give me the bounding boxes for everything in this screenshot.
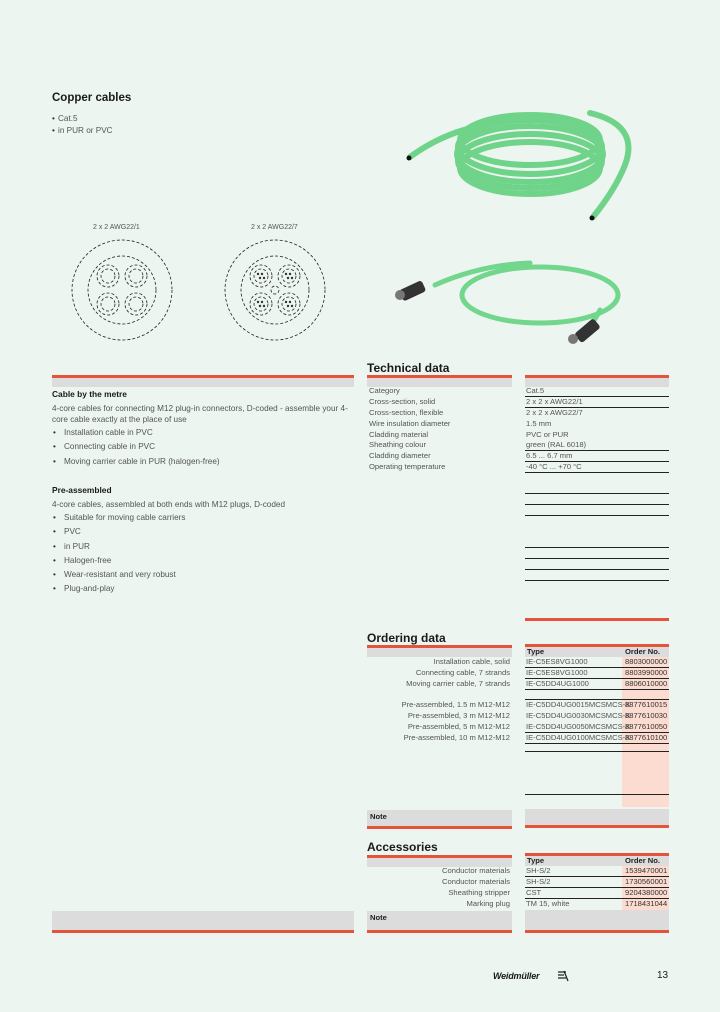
cable-cross-section-solid-diagram xyxy=(62,236,182,346)
section-title-copper-cables: Copper cables xyxy=(52,92,132,104)
tech-value: Cat.5 xyxy=(525,386,669,397)
ordering-row[interactable]: IE-C5ES8VG1000 8803990000 xyxy=(526,668,668,677)
accessories-labels xyxy=(367,866,510,910)
intro-bullet: • Cat.5 xyxy=(52,113,113,125)
ordering-data-label-bar xyxy=(367,645,512,657)
pre-assembled-title: Pre-assembled xyxy=(52,485,112,495)
tech-value: 6.5 ... 6.7 mm xyxy=(525,451,669,462)
tech-value: PVC or PUR xyxy=(526,429,569,439)
accessories-title: Accessories xyxy=(367,840,438,854)
accessory-label: Marking plug xyxy=(466,898,510,908)
divider xyxy=(525,504,669,505)
ordering-label: Pre-assembled, 10 m M12-M12 xyxy=(403,732,510,742)
ordering-note-value-box xyxy=(525,809,669,828)
diagram-label-flexible: 2 x 2 AWG22/7 xyxy=(251,224,298,231)
accessories-col-order-no: Order No. xyxy=(625,856,661,865)
accessory-row[interactable]: CST 9204380000 xyxy=(526,888,668,897)
cable-by-metre-title: Cable by the metre xyxy=(52,389,127,399)
bullet: • Installation cable in PVC xyxy=(52,426,220,440)
accessory-label: Sheathing stripper xyxy=(448,887,510,897)
accessory-label: Conductor materials xyxy=(442,876,510,886)
left-note-box xyxy=(52,911,354,933)
ordering-row[interactable]: IE-C5ES8VG1000 8803000000 xyxy=(526,657,668,666)
divider xyxy=(525,547,669,548)
ordering-data-title: Ordering data xyxy=(367,631,446,645)
ordering-label: Connecting cable, 7 strands xyxy=(415,667,510,677)
tech-label: Wire insulation diameter xyxy=(369,418,451,428)
accessory-row[interactable]: SH-S/2 1539470001 xyxy=(526,866,668,875)
accessories-note-value-box xyxy=(525,910,669,933)
divider-red xyxy=(525,618,669,621)
bullet: • Halogen-free xyxy=(52,554,186,568)
cable-by-metre-bullets xyxy=(52,426,220,469)
accessories-note-label: Note xyxy=(370,913,387,922)
ordering-label: Installation cable, solid xyxy=(433,657,510,666)
tech-value: 1.5 mm xyxy=(526,418,552,428)
brand-logo: Weidmüller xyxy=(493,971,540,981)
technical-data-labels xyxy=(369,386,450,473)
technical-data-title: Technical data xyxy=(367,361,450,375)
accessory-label: Conductor materials xyxy=(442,866,510,875)
ordering-labels-group1 xyxy=(367,657,510,690)
tech-label: Cladding diameter xyxy=(369,451,431,461)
tech-label: Category xyxy=(369,386,400,395)
ordering-label: Pre-assembled, 3 m M12-M12 xyxy=(407,710,510,720)
tech-value: 2 x 2 x AWG22/1 xyxy=(525,397,669,408)
ordering-col-type: Type xyxy=(527,647,545,656)
coiled-green-cable-image xyxy=(380,95,680,345)
ordering-label: Pre-assembled, 1.5 m M12-M12 xyxy=(401,700,510,709)
divider xyxy=(525,569,669,570)
technical-data-values xyxy=(525,386,669,473)
divider xyxy=(525,493,669,494)
ordering-label: Pre-assembled, 5 m M12-M12 xyxy=(407,721,510,731)
ordering-row[interactable]: IE-C5DD4UG1000 8806010000 xyxy=(526,679,668,688)
tech-label: Sheathing colour xyxy=(369,440,426,450)
bullet: • Suitable for moving cable carriers xyxy=(52,511,186,525)
accessory-row[interactable]: SH-S/2 1730560001 xyxy=(526,877,668,886)
brand-mark-icon xyxy=(557,970,569,982)
tech-label: Cross-section, solid xyxy=(369,396,436,406)
ordering-row[interactable]: IE-C5DD4UG0015MCSMCS-X 8877610015 xyxy=(526,700,668,709)
tech-value: green (RAL 6018) xyxy=(525,440,669,451)
ordering-row[interactable]: IE-C5DD4UG0100MCSMCS-X 8877610100 xyxy=(526,733,668,742)
accessories-col-type: Type xyxy=(527,856,545,865)
ordering-note-box xyxy=(367,810,512,829)
divider xyxy=(525,515,669,516)
ordering-note-label: Note xyxy=(370,812,387,821)
divider xyxy=(525,794,669,795)
ordering-row[interactable]: IE-C5DD4UG0030MCSMCS-X 8877610030 xyxy=(526,711,668,720)
bullet: • PVC xyxy=(52,525,186,539)
tech-value: 2 x 2 x AWG22/7 xyxy=(526,407,583,417)
accessory-row[interactable]: TM 15, white 1718431044 xyxy=(526,899,668,908)
divider xyxy=(525,558,669,559)
bullet: • Wear-resistant and very robust xyxy=(52,568,186,582)
bullet: • Plug-and-play xyxy=(52,582,186,596)
intro-bullet: • in PUR or PVC xyxy=(52,125,113,137)
bullet: • Moving carrier cable in PUR (halogen-free) xyxy=(52,455,220,469)
intro-bullets xyxy=(52,113,113,137)
diagram-label-solid: 2 x 2 AWG22/1 xyxy=(93,224,140,231)
page-number: 13 xyxy=(657,970,669,981)
divider xyxy=(525,580,669,581)
bullet: • Connecting cable in PVC xyxy=(52,440,220,454)
tech-label: Cladding material xyxy=(369,429,429,439)
description-header-bar xyxy=(52,375,354,387)
ordering-label: Moving carrier cable, 7 strands xyxy=(406,678,510,688)
pre-assembled-text: 4-core cables, assembled at both ends with M12 plugs, D-coded xyxy=(52,500,286,509)
ordering-labels-group2 xyxy=(367,700,510,744)
divider xyxy=(525,751,669,752)
ordering-col-order-no: Order No. xyxy=(625,647,661,656)
tech-label: Cross-section, flexible xyxy=(369,407,444,417)
ordering-row[interactable]: IE-C5DD4UG0050MCSMCS-X 8877610050 xyxy=(526,722,668,731)
tech-value: -40 °C ... +70 °C xyxy=(525,462,669,473)
cable-by-metre-text: 4-core cables for connecting M12 plug-in connectors, D-coded - assemble your 4-core cable exactly at the place of use xyxy=(52,404,348,424)
pre-assembled-bullets xyxy=(52,511,186,597)
bullet: • in PUR xyxy=(52,540,186,554)
cable-cross-section-flexible-diagram xyxy=(215,236,335,346)
accessories-note-box xyxy=(367,911,512,933)
tech-label: Operating temperature xyxy=(369,462,446,472)
